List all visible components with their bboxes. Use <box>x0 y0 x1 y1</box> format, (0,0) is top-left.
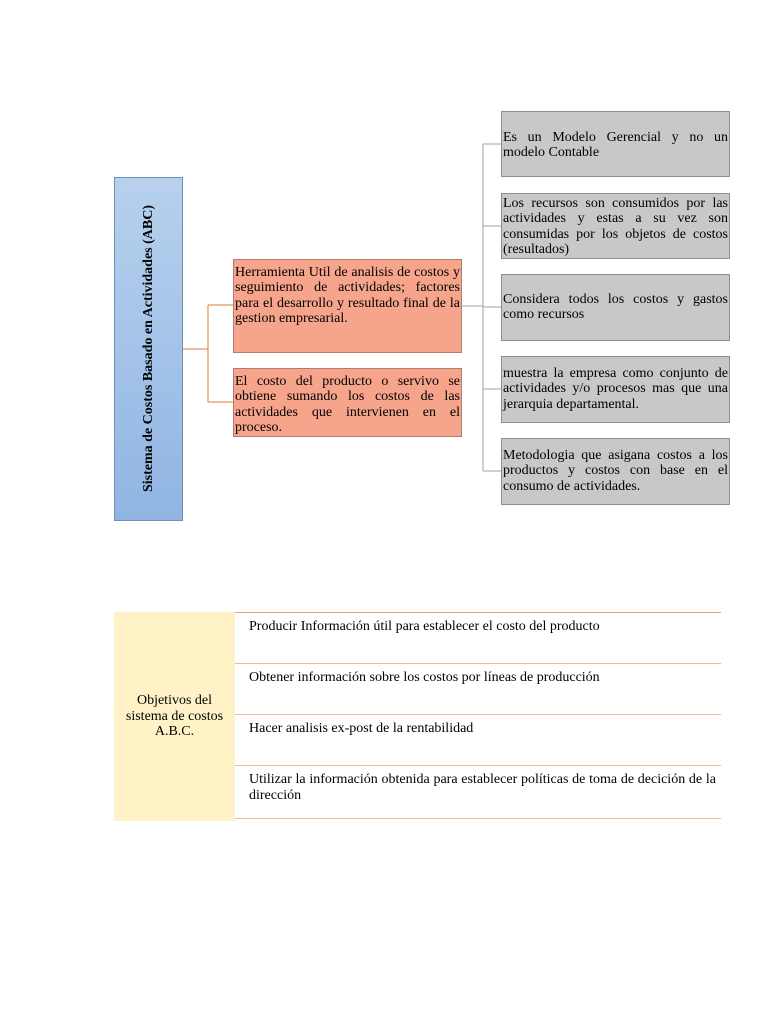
right-node-methodology: Metodologia que asigana costos a los productos y costos con base en el consumo de actividades. <box>501 438 730 505</box>
title-to-middle-connector <box>183 305 233 402</box>
right-node-management-model: Es un Modelo Gerencial y no un modelo Contable <box>501 111 730 177</box>
objective-item: Utilizar la información obtenida para establecer políticas de toma de decición de la dirección <box>235 766 721 819</box>
objective-item: Obtener información sobre los costos por líneas de producción <box>235 664 721 715</box>
right-node-activities-set: muestra la empresa como conjunto de actividades y/o procesos mas que una jerarquia departamental. <box>501 356 730 423</box>
middle-node-product-cost: El costo del producto o servivo se obtiene sumando los costos de las actividades que intervienen en el proceso. <box>233 368 462 437</box>
objectives-label: Objetivos del sistema de costos A.B.C. <box>125 693 224 740</box>
objective-item: Producir Información útil para establecer el costo del producto <box>235 613 721 664</box>
diagram-title: Sistema de Costos Basado en Actividades (ABC) <box>140 205 156 493</box>
middle-to-right-connector <box>462 144 501 471</box>
right-node-resources-consumed: Los recursos son consumidos por las actividades y estas a su vez son consumidas por los objetos de costos (resultados) <box>501 193 730 259</box>
diagram-title-box <box>114 177 183 521</box>
right-node-all-costs: Considera todos los costos y gastos como recursos <box>501 274 730 341</box>
objectives-label-cell <box>114 612 235 821</box>
middle-node-tool: Herramienta Util de analisis de costos y seguimiento de actividades; factores para el desarrollo y resultado final de la gestion empresarial. <box>233 259 462 353</box>
objective-item: Hacer analisis ex-post de la rentabilidad <box>235 715 721 766</box>
